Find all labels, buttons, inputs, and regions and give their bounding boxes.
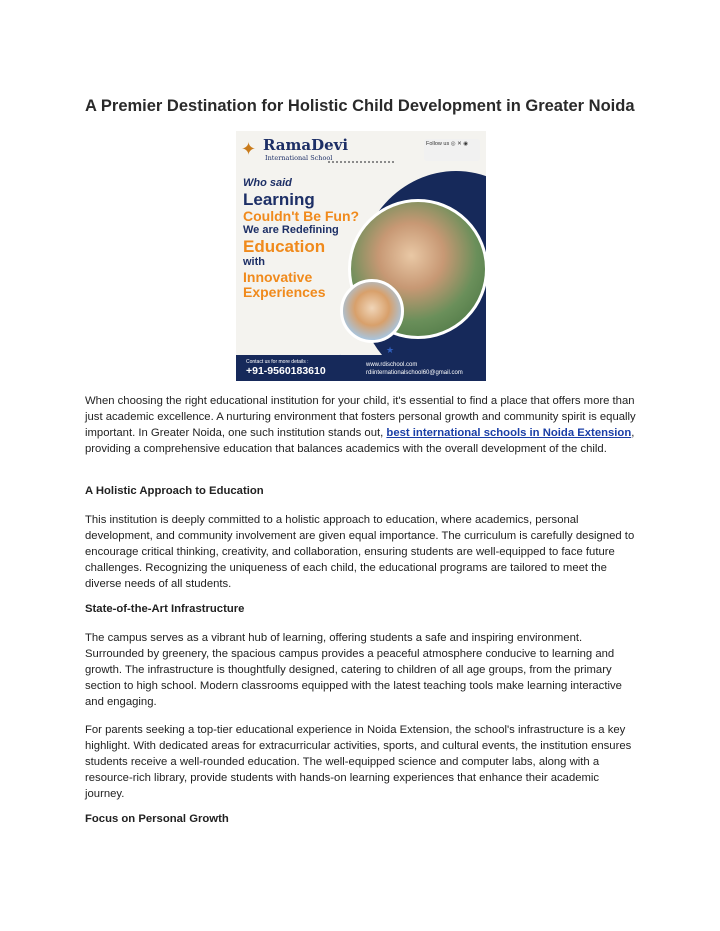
schools-link[interactable]: best international schools in Noida Extension (386, 427, 632, 439)
follow-text: Follow us (426, 141, 450, 147)
section-heading-personal-growth: Focus on Personal Growth (85, 813, 229, 825)
social-icons: ◎ ✕ ◉ (450, 141, 469, 147)
school-flyer-image (236, 131, 486, 381)
flyer-email: rdiinternationalschool60@gmail.com (366, 370, 463, 376)
flyer-logo-subtitle: International School (265, 154, 333, 162)
section-body-holistic: This institution is deeply committed to a holistic approach to education, where academics, personal development, and community involvement are given equal importance. The curriculum is carefully designed to encourage critical thinking, creativity, and collaboration, ensuring students are well-equipped to face future challenges. Recognizing the uniqueness of each child, the educational programs are tailored to meet the diverse needs of all students. (85, 514, 635, 590)
contact-phone: +91-9560183610 (246, 365, 326, 377)
intro-paragraph (85, 393, 640, 457)
section-body-infrastructure-2: For parents seeking a top-tier educational experience in Noida Extension, the school's infrastructure is a key highlight. With dedicated areas for extracurricular activities, sports, and cultural events, the institution ensures students receive a well-rounded education. The well-equipped science and computer labs, along with a resource-rich library, provide students with hands-on learning experiences that enhance their academic journey. (85, 724, 632, 800)
flyer-contact (246, 359, 326, 377)
star-icon: ★ (386, 345, 395, 355)
flyer-headline-innovative: Innovative (243, 269, 313, 285)
flyer-headline-fun: Couldn't Be Fun? (243, 208, 360, 224)
section-heading-holistic: A Holistic Approach to Education (85, 485, 264, 497)
flyer-photo-classroom (340, 279, 404, 343)
contact-label: Contact us for more details : (246, 359, 309, 365)
page-title: A Premier Destination for Holistic Child Development in Greater Noida (85, 97, 635, 115)
section-heading-infrastructure: State-of-the-Art Infrastructure (85, 603, 245, 615)
section-body-infrastructure-1: The campus serves as a vibrant hub of learning, offering students a safe and inspiring environment. Surrounded by greenery, the spacious campus provides a peaceful atmosphere conducive to learning and growth. The infrastructure is thoughtfully designed, catering to children of all age groups, from the primary section to high school. Modern classrooms equipped with the latest teaching tools make learning interactive and engaging. (85, 632, 622, 708)
flyer-dotted-divider (328, 161, 394, 169)
flyer-website: www.rdischool.com (366, 362, 418, 368)
flyer-follow-badge (424, 139, 480, 161)
flyer-headline-education: Education (243, 237, 326, 256)
flyer-headline-experiences: Experiences (243, 284, 326, 300)
flyer-web-contact (366, 361, 463, 377)
flyer-headline-who-said: Who said (243, 177, 292, 189)
school-logo-icon: ✦ (241, 139, 257, 159)
intro-text-before: When choosing the right educational institution for your child, it's essential to find a place that offers more than just academic excellence. A nurturing environment that fosters personal growth and community spirit is equally important. In Greater Noida, one such institution stands out, (85, 395, 636, 439)
flyer-headline-learning: Learning (243, 190, 315, 209)
flyer-headline-with: with (243, 256, 265, 268)
flyer-headline-redefining: We are Redefining (243, 224, 339, 236)
intro-text-after: , providing a comprehensive education that balances academics with the overall development of the child. (85, 427, 635, 455)
flyer-logo-name: RamaDevi (263, 136, 349, 154)
